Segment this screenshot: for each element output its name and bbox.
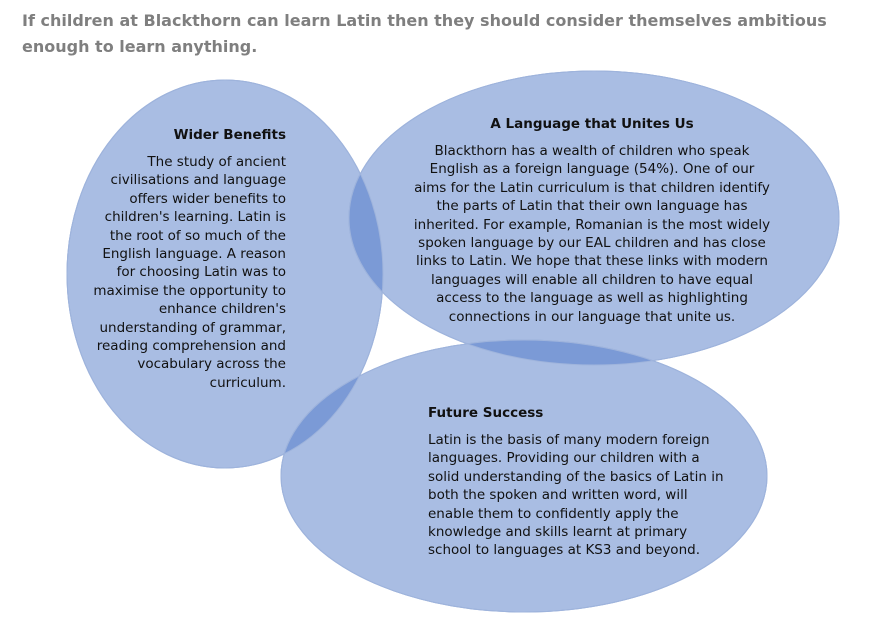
wider-benefits-title: Wider Benefits [173, 127, 286, 143]
language-unites-text: Blackthorn has a wealth of children who speak English as a foreign language (54%). One of our aims for the Latin curriculum is that children identify the parts of Latin that their own language has inherited. For example, Romanian is the most widely spoken language by our EAL children and has close links to Latin. We hope that these links with modern languages will enable all children to have equal access to the language as well as highlighting connections in our language that unite us. [413, 143, 771, 325]
language-unites-title: A Language that Unites Us [490, 116, 694, 132]
language-unites-box [412, 116, 772, 326]
wider-benefits-box [90, 127, 286, 392]
future-success-title: Future Success [428, 405, 544, 421]
wider-benefits-text: The study of ancient civilisations and language offers wider benefits to children's learning. Latin is the root of so much of the English language. A reason for choosing Latin was to maximise the opportunity to enhance children's understanding of grammar, reading comprehension and vocabulary across the curriculum. [93, 154, 286, 391]
headline: If children at Blackthorn can learn Latin then they should consider themselves ambitious enough to learn anything. [22, 11, 827, 56]
future-success-box [428, 405, 728, 560]
future-success-text: Latin is the basis of many modern foreign languages. Providing our children with a solid understanding of the basics of Latin in both the spoken and written word, will enable them to confidently apply the knowledge and skills learnt at primary school to languages at KS3 and beyond. [428, 432, 724, 559]
